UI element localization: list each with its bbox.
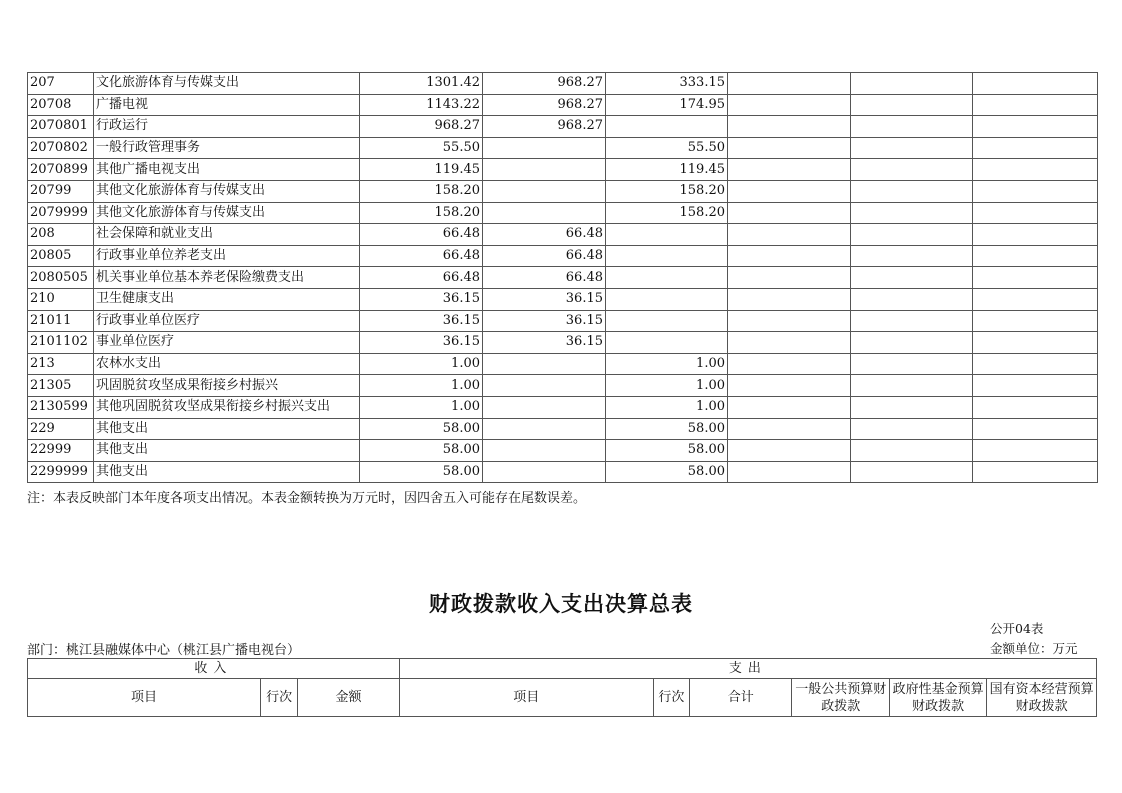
row-empty: [973, 440, 1098, 462]
row-empty: [973, 332, 1098, 354]
row-name: 文化旅游体育与传媒支出: [94, 73, 360, 95]
row-empty: [728, 159, 851, 181]
row-total: 158.20: [360, 180, 483, 202]
row-empty: [973, 116, 1098, 138]
row-total: 66.48: [360, 245, 483, 267]
row-code: 229: [28, 418, 94, 440]
row-basic: [483, 159, 606, 181]
row-project: 158.20: [606, 202, 728, 224]
income-item-header: 项目: [28, 679, 261, 717]
row-basic: 968.27: [483, 94, 606, 116]
row-total: 1301.42: [360, 73, 483, 95]
row-project: [606, 245, 728, 267]
row-basic: 36.15: [483, 332, 606, 354]
expense-total-header: 合计: [690, 679, 792, 717]
row-project: [606, 267, 728, 289]
row-total: 1.00: [360, 353, 483, 375]
table-row: [28, 267, 1098, 289]
row-project: 119.45: [606, 159, 728, 181]
row-name: 农林水支出: [94, 353, 360, 375]
header-group-row: [28, 659, 1097, 679]
row-basic: 36.15: [483, 288, 606, 310]
table-row: [28, 353, 1098, 375]
row-name: 其他巩固脱贫攻坚成果衔接乡村振兴支出: [94, 396, 360, 418]
row-name: 事业单位医疗: [94, 332, 360, 354]
row-empty: [973, 267, 1098, 289]
general-budget-header: 一般公共预算财政拨款: [792, 679, 889, 717]
header-column-row: [28, 679, 1097, 717]
row-project: 58.00: [606, 440, 728, 462]
table-row: [28, 332, 1098, 354]
row-basic: [483, 375, 606, 397]
department-label: 部门：桃江县融媒体中心（桃江县广播电视台）: [27, 643, 301, 658]
row-project: [606, 224, 728, 246]
row-empty: [728, 375, 851, 397]
row-empty: [851, 202, 973, 224]
row-basic: 968.27: [483, 73, 606, 95]
row-code: 207: [28, 73, 94, 95]
row-name: 其他支出: [94, 461, 360, 483]
row-name: 行政事业单位养老支出: [94, 245, 360, 267]
row-total: 119.45: [360, 159, 483, 181]
row-project: 55.50: [606, 137, 728, 159]
row-project: [606, 332, 728, 354]
row-empty: [851, 137, 973, 159]
table-row: [28, 461, 1098, 483]
row-total: 66.48: [360, 267, 483, 289]
row-basic: [483, 137, 606, 159]
row-empty: [851, 159, 973, 181]
row-total: 1.00: [360, 375, 483, 397]
row-empty: [973, 159, 1098, 181]
row-empty: [728, 224, 851, 246]
row-code: 2299999: [28, 461, 94, 483]
row-code: 22999: [28, 440, 94, 462]
row-empty: [728, 396, 851, 418]
row-code: 210: [28, 288, 94, 310]
row-basic: [483, 461, 606, 483]
row-code: 20799: [28, 180, 94, 202]
table-row: [28, 396, 1098, 418]
row-empty: [851, 375, 973, 397]
row-basic: [483, 353, 606, 375]
form-code: 公开04表: [990, 621, 1044, 636]
row-total: 158.20: [360, 202, 483, 224]
row-name: 机关事业单位基本养老保险缴费支出: [94, 267, 360, 289]
page-title: 财政拨款收入支出决算总表: [429, 591, 693, 616]
row-empty: [851, 73, 973, 95]
row-empty: [851, 180, 973, 202]
row-empty: [728, 180, 851, 202]
row-code: 2101102: [28, 332, 94, 354]
row-basic: [483, 440, 606, 462]
row-name: 卫生健康支出: [94, 288, 360, 310]
expense-row-header: 行次: [653, 679, 689, 717]
row-project: 158.20: [606, 180, 728, 202]
row-code: 2070899: [28, 159, 94, 181]
row-name: 其他支出: [94, 418, 360, 440]
row-empty: [728, 94, 851, 116]
row-basic: 66.48: [483, 267, 606, 289]
row-empty: [728, 245, 851, 267]
row-code: 20708: [28, 94, 94, 116]
row-basic: 968.27: [483, 116, 606, 138]
expense-header: 支出: [399, 659, 1096, 679]
income-row-header: 行次: [261, 679, 298, 717]
row-empty: [728, 461, 851, 483]
row-empty: [973, 288, 1098, 310]
row-project: 1.00: [606, 375, 728, 397]
row-code: 2130599: [28, 396, 94, 418]
row-empty: [728, 310, 851, 332]
row-code: 21305: [28, 375, 94, 397]
table-row: [28, 440, 1098, 462]
row-empty: [851, 353, 973, 375]
row-empty: [973, 353, 1098, 375]
row-empty: [851, 418, 973, 440]
table-row: [28, 224, 1098, 246]
table-row: [28, 137, 1098, 159]
table-row: [28, 73, 1098, 95]
table-row: [28, 159, 1098, 181]
row-basic: [483, 180, 606, 202]
row-code: 20805: [28, 245, 94, 267]
row-name: 其他文化旅游体育与传媒支出: [94, 180, 360, 202]
row-empty: [973, 245, 1098, 267]
row-empty: [728, 440, 851, 462]
table-row: [28, 418, 1098, 440]
row-total: 1143.22: [360, 94, 483, 116]
row-total: 58.00: [360, 418, 483, 440]
row-name: 一般行政管理事务: [94, 137, 360, 159]
row-project: [606, 310, 728, 332]
row-name: 行政事业单位医疗: [94, 310, 360, 332]
row-project: [606, 116, 728, 138]
row-empty: [851, 94, 973, 116]
table-row: [28, 116, 1098, 138]
row-empty: [973, 418, 1098, 440]
row-total: 58.00: [360, 461, 483, 483]
row-basic: 66.48: [483, 224, 606, 246]
row-empty: [851, 116, 973, 138]
table-row: [28, 245, 1098, 267]
table-row: [28, 375, 1098, 397]
row-project: 333.15: [606, 73, 728, 95]
row-project: 58.00: [606, 461, 728, 483]
row-code: 2080505: [28, 267, 94, 289]
row-code: 2070802: [28, 137, 94, 159]
row-name: 其他支出: [94, 440, 360, 462]
row-empty: [851, 288, 973, 310]
unit-label: 金额单位：万元: [990, 641, 1078, 656]
row-code: 2070801: [28, 116, 94, 138]
row-total: 968.27: [360, 116, 483, 138]
row-empty: [973, 137, 1098, 159]
row-empty: [851, 332, 973, 354]
row-name: 广播电视: [94, 94, 360, 116]
row-empty: [973, 73, 1098, 95]
row-empty: [851, 461, 973, 483]
row-total: 55.50: [360, 137, 483, 159]
table-row: [28, 202, 1098, 224]
row-project: 58.00: [606, 418, 728, 440]
row-empty: [973, 310, 1098, 332]
gov-fund-header: 政府性基金预算财政拨款: [889, 679, 986, 717]
row-basic: [483, 202, 606, 224]
expense-table: [27, 72, 1098, 483]
row-total: 36.15: [360, 288, 483, 310]
row-empty: [851, 440, 973, 462]
row-basic: [483, 418, 606, 440]
row-empty: [851, 267, 973, 289]
row-project: [606, 288, 728, 310]
row-empty: [728, 202, 851, 224]
row-empty: [728, 137, 851, 159]
row-empty: [728, 418, 851, 440]
row-total: 36.15: [360, 332, 483, 354]
row-code: 2079999: [28, 202, 94, 224]
row-project: 1.00: [606, 353, 728, 375]
row-empty: [973, 180, 1098, 202]
row-empty: [851, 396, 973, 418]
fiscal-summary-table: [27, 658, 1097, 717]
row-total: 66.48: [360, 224, 483, 246]
row-empty: [728, 288, 851, 310]
row-total: 58.00: [360, 440, 483, 462]
income-header: 收入: [28, 659, 400, 679]
row-basic: 66.48: [483, 245, 606, 267]
row-empty: [973, 224, 1098, 246]
row-empty: [728, 267, 851, 289]
row-empty: [851, 224, 973, 246]
row-name: 其他文化旅游体育与传媒支出: [94, 202, 360, 224]
row-code: 213: [28, 353, 94, 375]
row-empty: [728, 116, 851, 138]
expense-item-header: 项目: [399, 679, 653, 717]
table-row: [28, 288, 1098, 310]
row-empty: [728, 353, 851, 375]
row-empty: [728, 332, 851, 354]
row-name: 巩固脱贫攻坚成果衔接乡村振兴: [94, 375, 360, 397]
row-basic: [483, 396, 606, 418]
row-code: 208: [28, 224, 94, 246]
table-row: [28, 94, 1098, 116]
row-code: 21011: [28, 310, 94, 332]
table-note: 注：本表反映部门本年度各项支出情况。本表金额转换为万元时，因四舍五入可能存在尾数误差。: [27, 491, 587, 506]
row-name: 其他广播电视支出: [94, 159, 360, 181]
row-basic: 36.15: [483, 310, 606, 332]
expense-table-body: [28, 73, 1098, 483]
row-empty: [851, 310, 973, 332]
row-empty: [728, 73, 851, 95]
row-empty: [973, 461, 1098, 483]
row-empty: [973, 202, 1098, 224]
state-capital-header: 国有资本经营预算财政拨款: [987, 679, 1097, 717]
table-row: [28, 310, 1098, 332]
row-total: 36.15: [360, 310, 483, 332]
row-name: 行政运行: [94, 116, 360, 138]
row-project: 174.95: [606, 94, 728, 116]
row-project: 1.00: [606, 396, 728, 418]
table-row: [28, 180, 1098, 202]
row-name: 社会保障和就业支出: [94, 224, 360, 246]
row-empty: [851, 245, 973, 267]
row-empty: [973, 94, 1098, 116]
row-total: 1.00: [360, 396, 483, 418]
row-empty: [973, 375, 1098, 397]
income-amount-header: 金额: [298, 679, 399, 717]
row-empty: [973, 396, 1098, 418]
